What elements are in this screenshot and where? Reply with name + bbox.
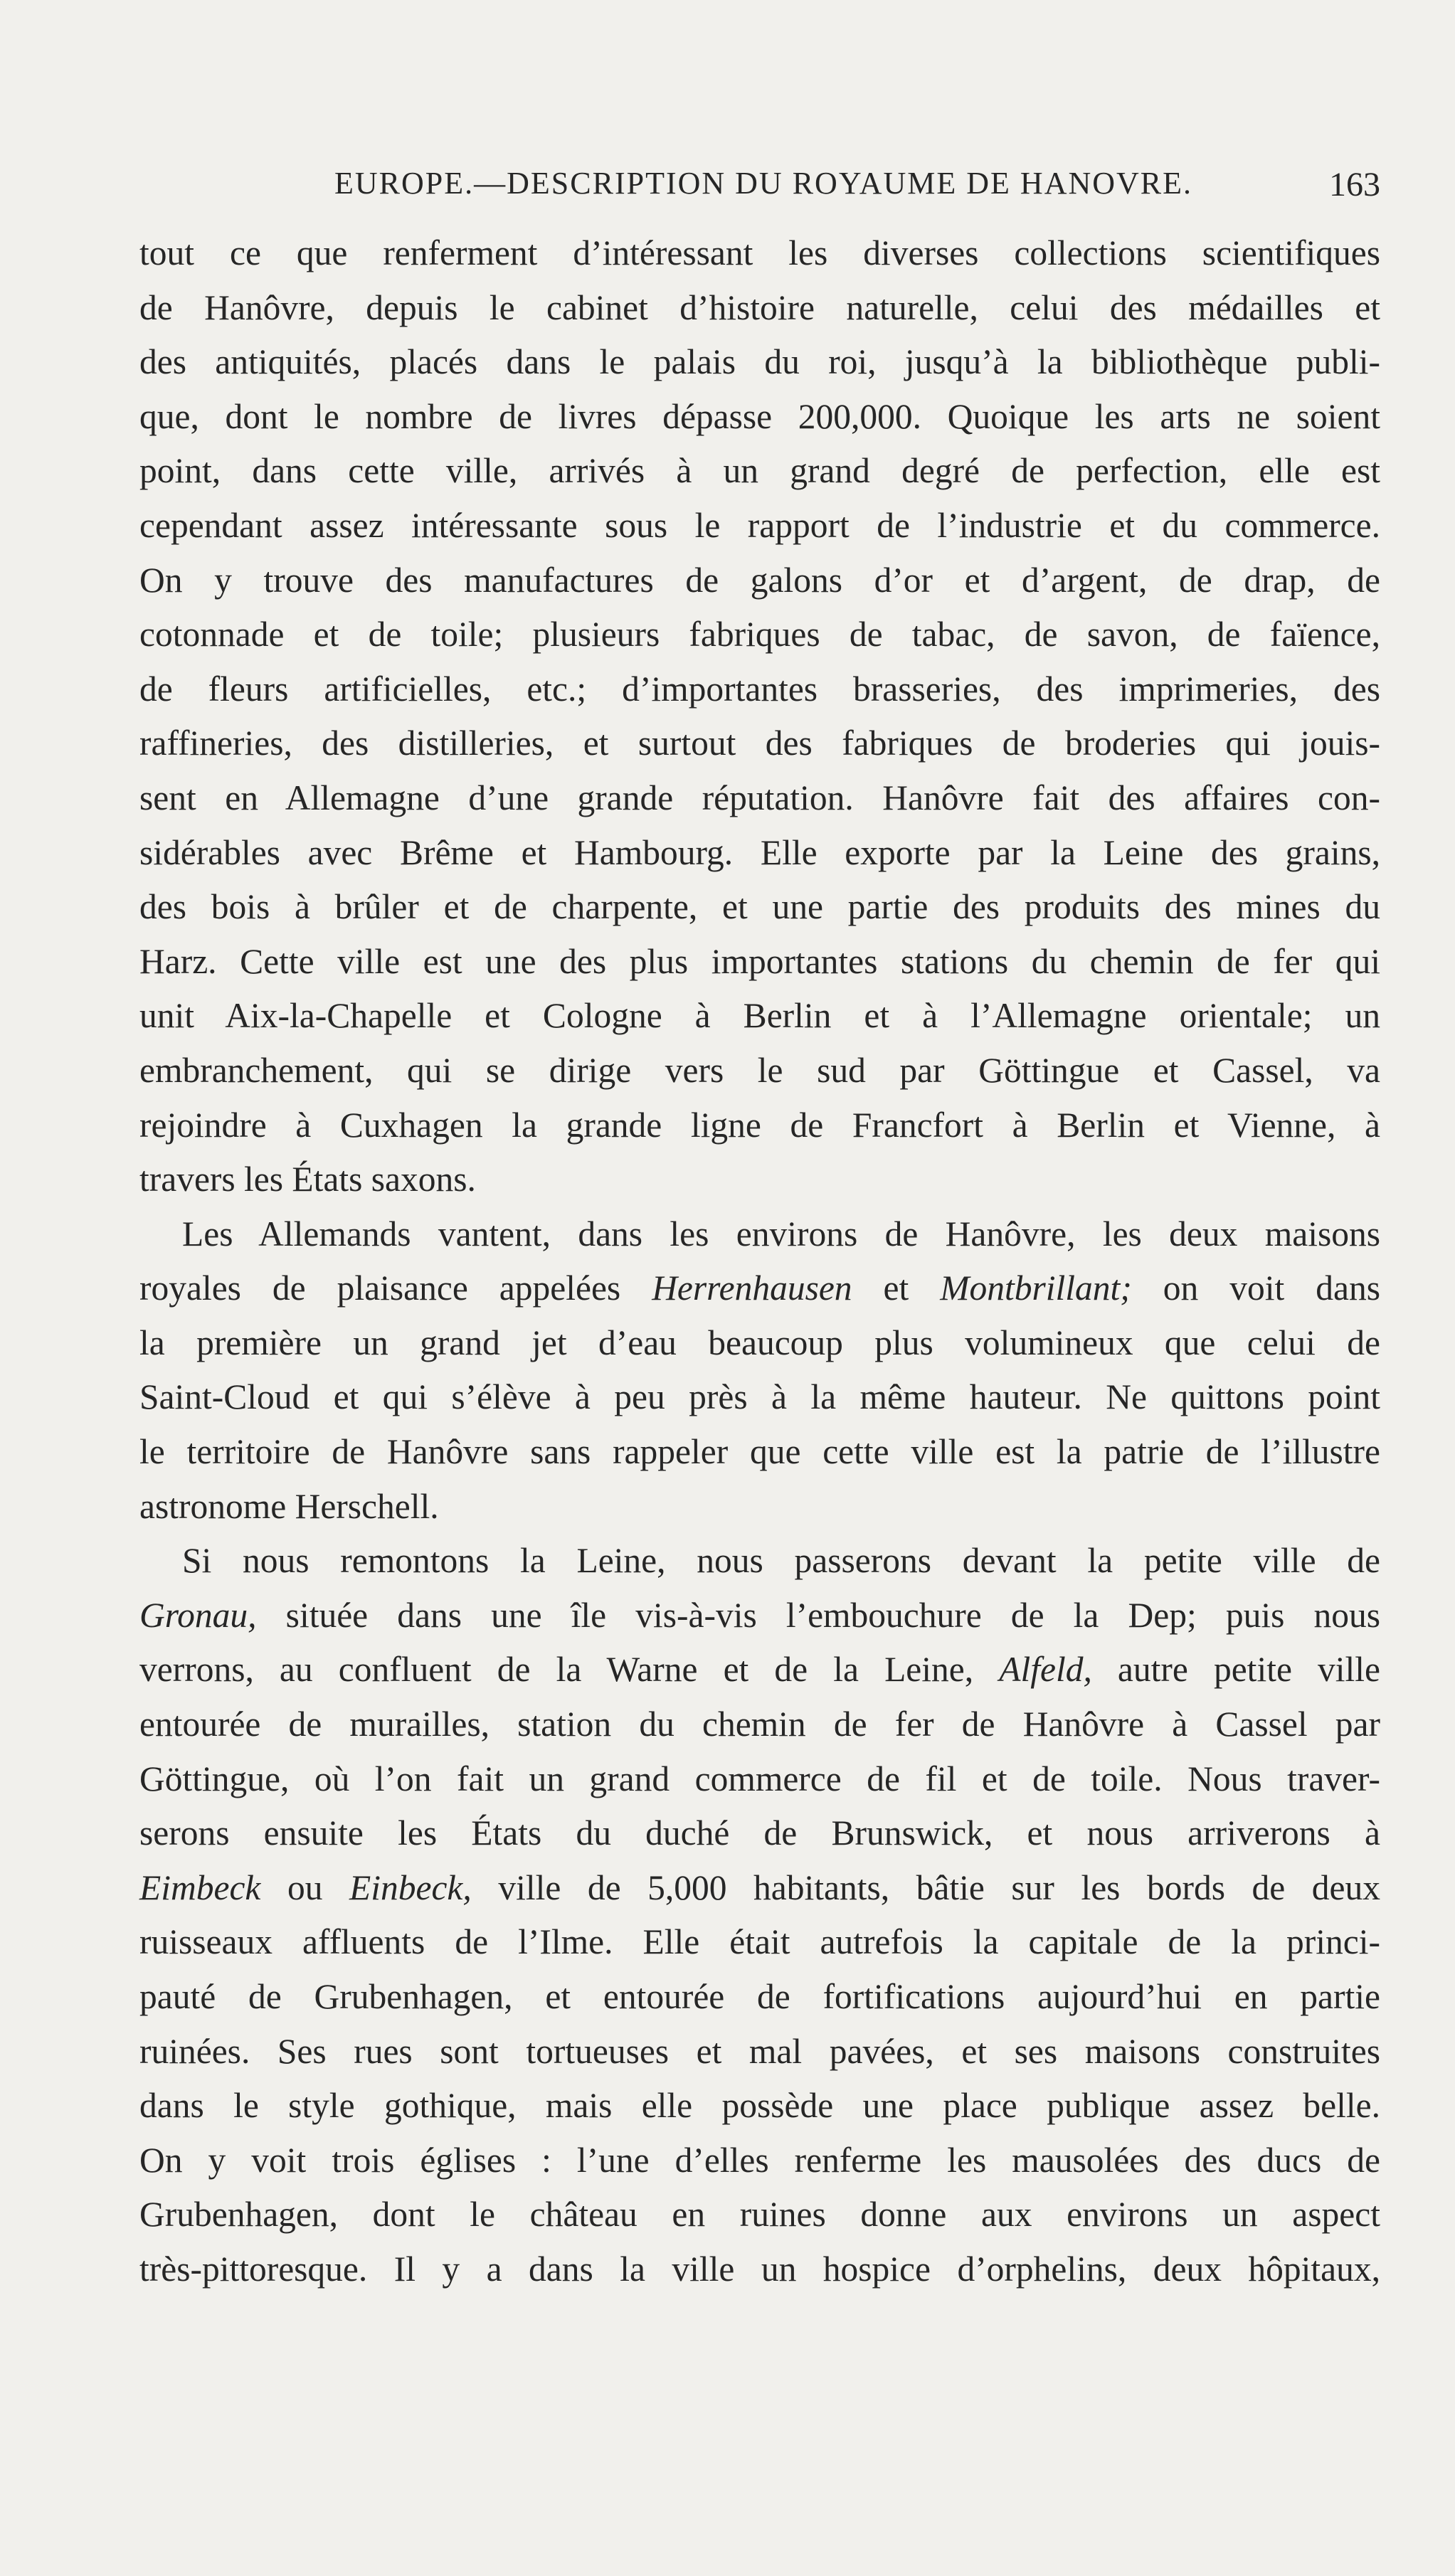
italic-place-name: Gronau, (139, 1595, 257, 1635)
text-line: pauté de Grubenhagen, et entourée de fortifications aujourd’hui en partie (139, 1977, 1380, 2016)
text-line: On y trouve des manufactures de galons d’or et d’argent, de drap, de (139, 560, 1380, 600)
text-line: dans le style gothique, mais elle possède une place publique assez belle. (139, 2086, 1380, 2126)
text-line: rejoindre à Cuxhagen la grande ligne de Francfort à Berlin et Vienne, à (139, 1105, 1380, 1145)
text-line: ruinées. Ses rues sont tortueuses et mal pavées, et ses maisons construites (139, 2031, 1380, 2071)
page-number: 163 (1329, 166, 1380, 203)
text-line: de Hanôvre, depuis le cabinet d’histoire naturelle, celui des médailles et (139, 287, 1380, 327)
text-line: la première un grand jet d’eau beaucoup plus volumineux que celui de (139, 1323, 1380, 1362)
italic-place-name: Einbeck, (349, 1867, 472, 1907)
text-line: unit Aix-la-Chapelle et Cologne à Berlin et à l’Allemagne orientale; un (139, 996, 1380, 1036)
text-line: très-pittoresque. Il y a dans la ville un hospice d’orphelins, deux hôpitaux, (139, 2249, 1380, 2289)
body-text (139, 226, 1380, 2297)
text-run: royales de plaisance appelées (139, 1268, 652, 1308)
text-line: embranchement, qui se dirige vers le sud par Göttingue et Cassel, va (139, 1050, 1380, 1090)
text-line: Grubenhagen, dont le château en ruines donne aux environs un aspect (139, 2195, 1380, 2235)
text-line: ruisseaux affluents de l’Ilme. Elle était autrefois la capitale de la princi- (139, 1922, 1380, 1962)
text-line: des antiquités, placés dans le palais du roi, jusqu’à la bibliothèque publi- (139, 342, 1380, 382)
text-line: Les Allemands vantent, dans les environs de Hanôvre, les deux maisons (182, 1214, 1380, 1253)
text-line: astronome Herschell. (139, 1486, 439, 1526)
text-line: Saint-Cloud et qui s’élève à peu près à la même hauteur. Ne quittons point (139, 1377, 1380, 1417)
text-run: on voit dans (1131, 1268, 1380, 1308)
text-line: sidérables avec Brême et Hambourg. Elle exporte par la Leine des grains, (139, 832, 1380, 872)
text-line: que, dont le nombre de livres dépasse 200,000. Quoique les arts ne soient (139, 396, 1380, 436)
text-line: sent en Allemagne d’une grande réputation. Hanôvre fait des affaires con- (139, 778, 1380, 817)
italic-place-name: Montbrillant; (940, 1268, 1132, 1308)
text-line: cependant assez intéressante sous le rapport de l’industrie et du commerce. (139, 505, 1380, 545)
text-line (139, 1861, 1380, 1916)
italic-place-name: Herrenhausen (652, 1268, 852, 1308)
text-line: de fleurs artificielles, etc.; d’importantes brasseries, des imprimeries, des (139, 669, 1380, 709)
text-line: Si nous remontons la Leine, nous passerons devant la petite ville de (182, 1541, 1380, 1581)
text-run: ville de 5,000 habitants, bâtie sur les bords de deux (471, 1867, 1381, 1907)
text-line (139, 1643, 1380, 1697)
italic-place-name: Alfeld, (999, 1650, 1092, 1690)
text-line: serons ensuite les États du duché de Brunswick, et nous arriverons à (139, 1813, 1380, 1853)
text-line: point, dans cette ville, arrivés à un grand degré de perfection, elle est (139, 451, 1380, 491)
text-run: autre petite ville (1091, 1650, 1380, 1690)
page-header (142, 165, 1380, 215)
text-line (139, 1589, 1380, 1643)
text-line (139, 1261, 1380, 1316)
text-line: tout ce que renferment d’intéressant les diverses collections scientifiques (139, 233, 1380, 272)
text-line: travers les États saxons. (139, 1160, 476, 1199)
text-line: entourée de murailles, station du chemin de fer de Hanôvre à Cassel par (139, 1705, 1380, 1744)
text-line: des bois à brûler et de charpente, et une partie des produits des mines du (139, 887, 1380, 927)
text-run: ou (260, 1867, 349, 1907)
text-line: Göttingue, où l’on fait un grand commerce de fil et de toile. Nous traver- (139, 1759, 1380, 1798)
text-line: le territoire de Hanôvre sans rappeler que cette ville est la patrie de l’illustre (139, 1432, 1380, 1472)
text-line: Harz. Cette ville est une des plus importantes stations du chemin de fer qui (139, 941, 1380, 981)
text-line: cotonnade et de toile; plusieurs fabriques de tabac, de savon, de faïence, (139, 615, 1380, 654)
text-run: verrons, au confluent de la Warne et de la Leine, (139, 1650, 1000, 1690)
italic-place-name: Eimbeck (139, 1867, 261, 1907)
text-line: raffineries, des distilleries, et surtout des fabriques de broderies qui jouis- (139, 723, 1380, 763)
running-head: EUROPE.—DESCRIPTION DU ROYAUME DE HANOVRE. (334, 166, 1193, 201)
text-line: On y voit trois églises : l’une d’elles renferme les mausolées des ducs de (139, 2140, 1380, 2180)
text-run: et (852, 1268, 941, 1308)
text-run: située dans une île vis-à-vis l’embouchure de la Dep; puis nous (256, 1595, 1380, 1635)
